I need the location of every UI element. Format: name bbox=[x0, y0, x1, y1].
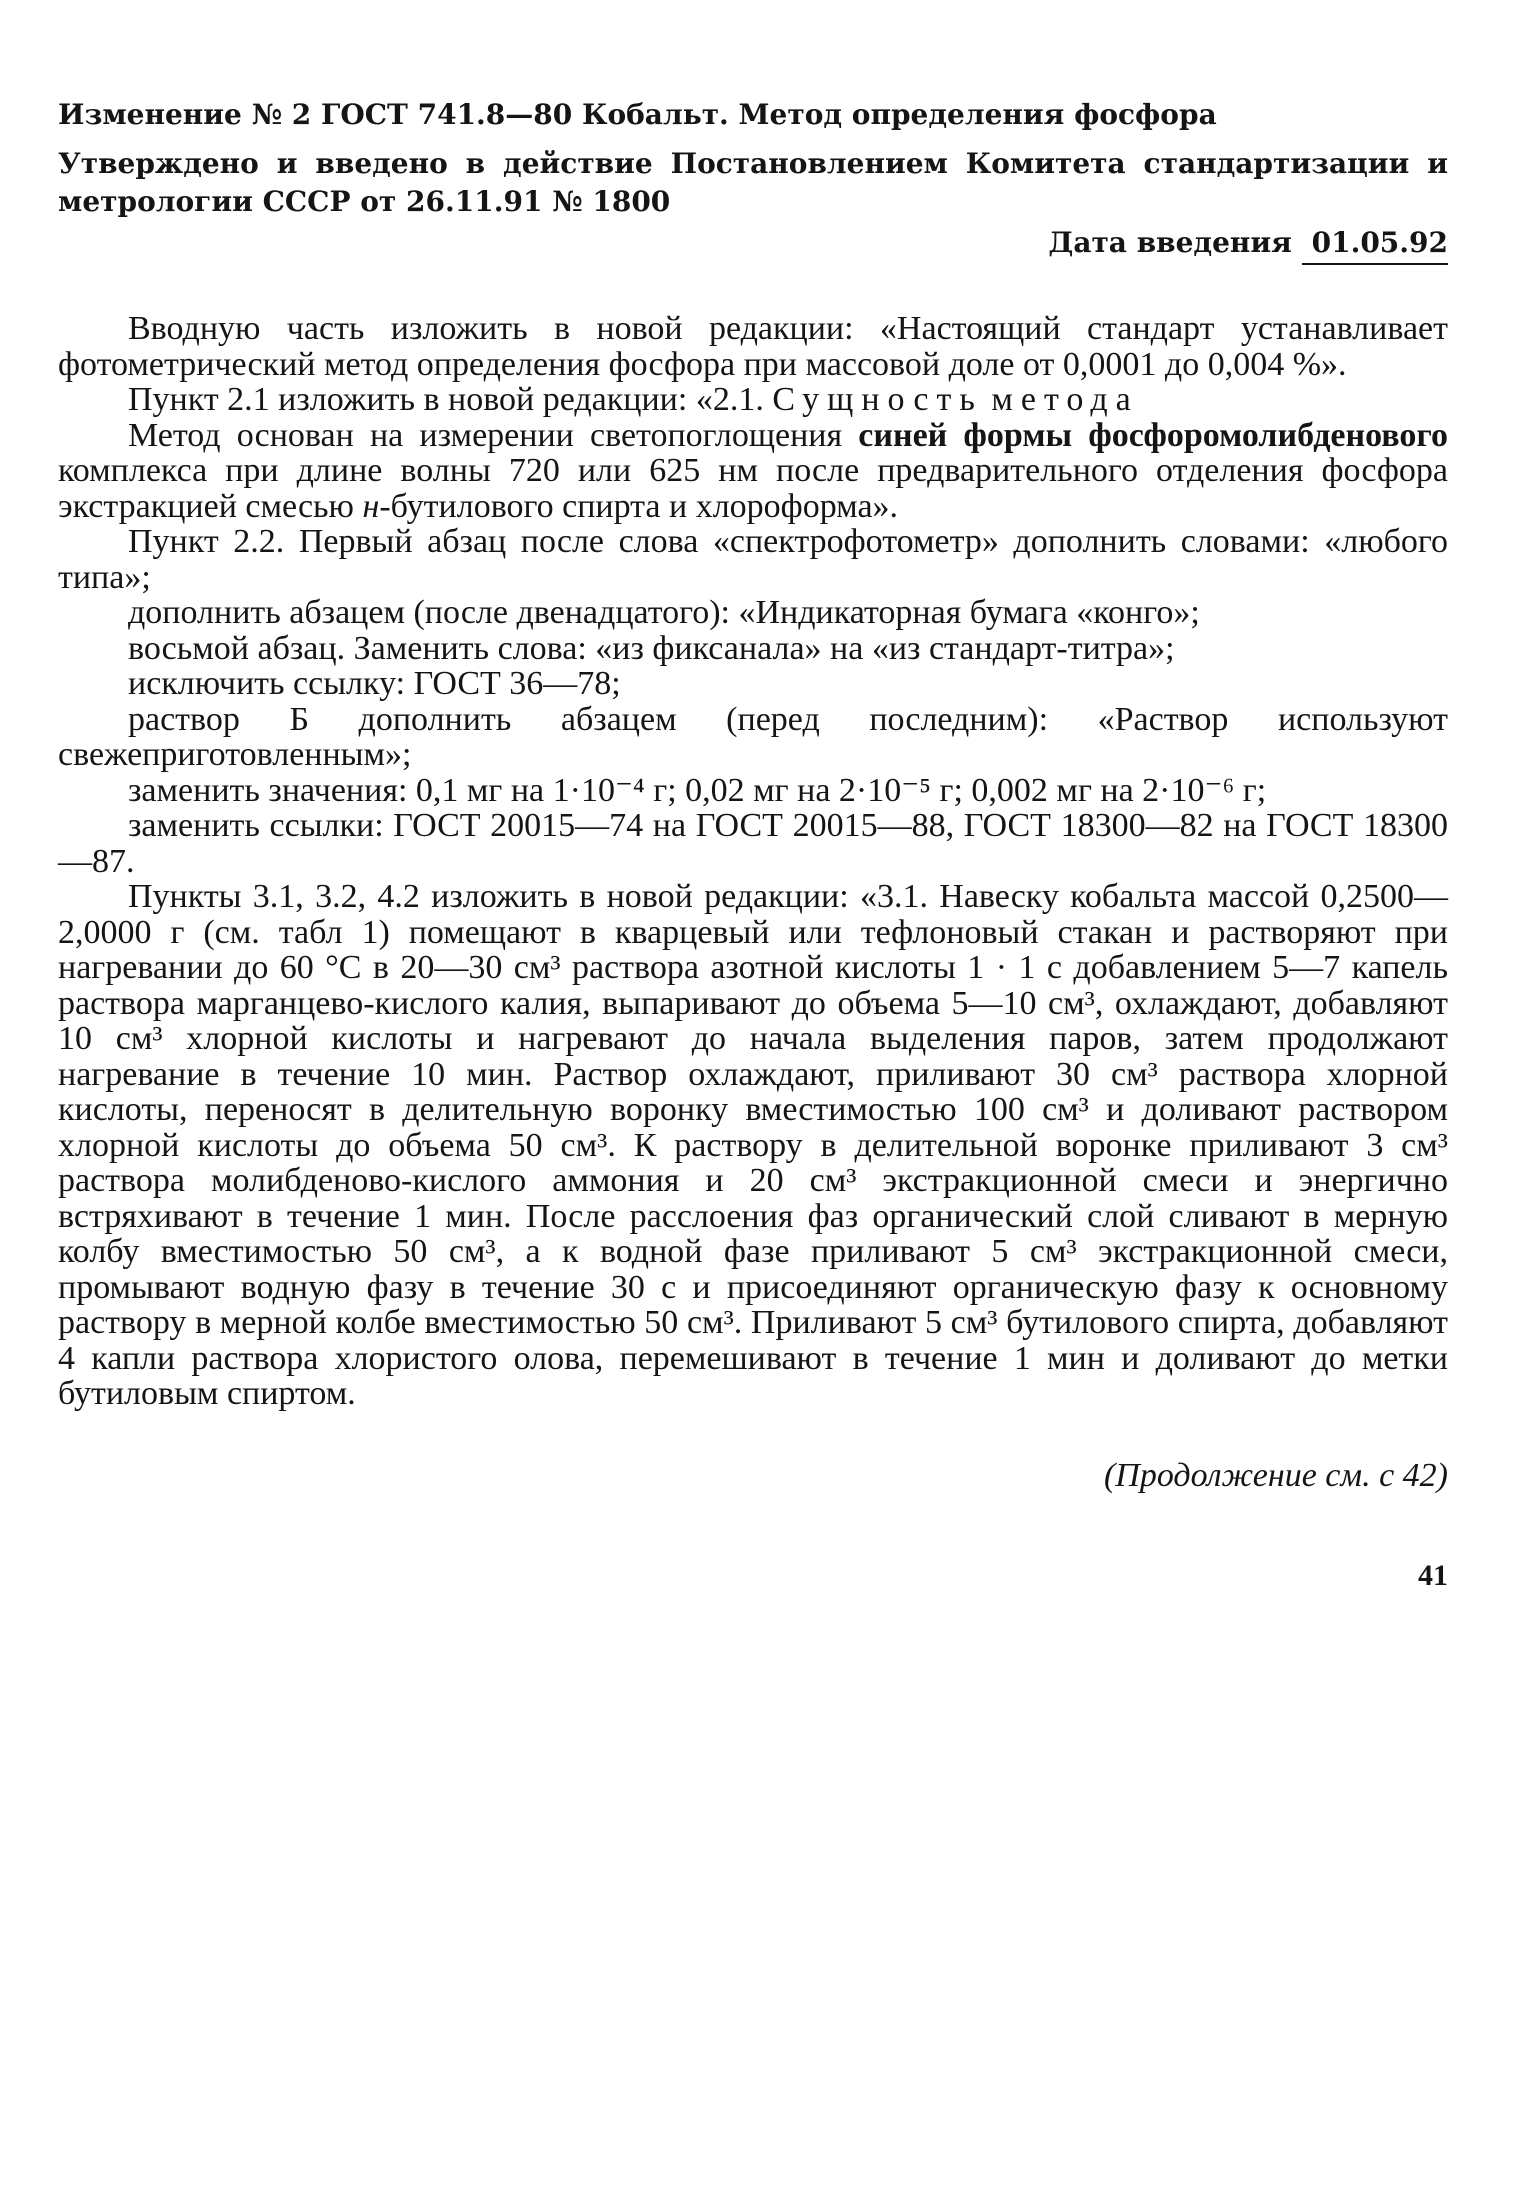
paragraph-exclude: исключить ссылку: ГОСТ 36—78; bbox=[128, 665, 621, 702]
paragraph-eighth: восьмой абзац. Заменить слова: «из фиксанала» на «из стандарт-титра»; bbox=[128, 629, 1175, 667]
page-number: 41 bbox=[1418, 1558, 1448, 1592]
paragraph-congo: дополнить абзацем (после двенадцатого): «Индикаторная бумага «конго»; bbox=[128, 594, 1200, 631]
method-italic-n: н bbox=[362, 487, 380, 525]
date-value: 01.05.92 bbox=[1302, 223, 1448, 265]
clause-2-1-lead: Пункт 2.1 изложить в новой редакции: «2.1. bbox=[128, 381, 764, 418]
document-page bbox=[58, 95, 1448, 1594]
paragraph-method bbox=[58, 418, 1448, 525]
paragraph-references: заменить ссылки: ГОСТ 20015—74 на ГОСТ 20015—88, ГОСТ 18300—82 на ГОСТ 18300—87. bbox=[58, 807, 1448, 880]
document-title: Изменение № 2 ГОСТ 741.8—80 Кобальт. Метод определения фосфора bbox=[58, 98, 1217, 131]
effective-date bbox=[1048, 223, 1448, 267]
continuation-note: (Продолжение см. с 42) bbox=[1103, 1456, 1448, 1494]
paragraph-clause-2-1 bbox=[58, 382, 1448, 418]
method-bold-phrase: синей формы фосфоромолибденового bbox=[858, 416, 1448, 454]
method-part-2: комплекса при длине волны 720 или 625 нм после предварительного отделения фосфора экстракцией смесью bbox=[58, 452, 1448, 525]
effective-date-line bbox=[58, 223, 1448, 267]
document-body bbox=[58, 311, 1448, 1412]
clause-2-1-term: Сущность bbox=[772, 381, 983, 418]
paragraph-intro: Вводную часть изложить в новой редакции: «Настоящий стандарт устанавливает фотометрический метод определения фосфора при массовой доле от 0,0001 до 0,004 %». bbox=[58, 310, 1448, 383]
paragraph-solution-b: раствор Б дополнить абзацем (перед последним): «Раствор используют свежеприготовленным»; bbox=[58, 700, 1448, 773]
paragraph-clause-2-2: Пункт 2.2. Первый абзац после слова «спектрофотометр» дополнить словами: «любого типа»; bbox=[58, 523, 1448, 596]
date-label: Дата введения bbox=[1048, 226, 1292, 259]
paragraph-values: заменить значения: 0,1 мг на 1·10⁻⁴ г; 0,02 мг на 2·10⁻⁵ г; 0,002 мг на 2·10⁻⁶ г; bbox=[128, 771, 1267, 809]
method-part-1: Метод основан на измерении светопоглощения bbox=[128, 416, 843, 454]
approval-statement: Утверждено и введено в действие Постановлением Комитета стандартизации и метрологии СССР от 26.11.91 № 1800 bbox=[58, 147, 1448, 218]
method-part-3: -бутилового спирта и хлороформа». bbox=[379, 487, 899, 525]
paragraph-clauses-3-1: Пункты 3.1, 3.2, 4.2 изложить в новой редакции: «3.1. Навеску кобальта массой 0,2500—2,0000 г (см. табл 1) помещают в кварцевый или тефлоновый стакан и растворяют при нагревании до 60 °С в 20—30 см³ раствора азотной кислоты 1 · 1 с добавлением 5—7 капель раствора марганцево-кислого калия, выпаривают до объема 5—10 см³, охлаждают, добавляют 10 см³ хлорной кислоты и нагревают до начала выделения паров, затем продолжают нагревание в течение 10 мин. Раствор охлаждают, приливают 30 см³ раствора хлорной кислоты, переносят в делительную воронку вместимостью 100 см³ и доливают раствором хлорной кислоты до объема 50 см³. К раствору в делительной воронке приливают 3 см³ раствора молибденово-кислого аммония и 20 см³ экстракционной смеси и энергично встряхивают в течение 1 мин. После расслоения фаз органический слой сливают в мерную колбу вместимостью 50 см³, а к водной фазе приливают 5 см³ экстракционной смеси, промывают водную фазу в течение 30 с и присоединяют органическую фазу к основному раствору в мерной колбе вместимостью 50 см³. Приливают 5 см³ бутилового спирта, добавляют 4 капли раствора хлористого олова, перемешивают в течение 1 мин и доливают до метки бутиловым спиртом. bbox=[58, 878, 1448, 1412]
clause-2-1-term-second: метода bbox=[991, 381, 1139, 418]
